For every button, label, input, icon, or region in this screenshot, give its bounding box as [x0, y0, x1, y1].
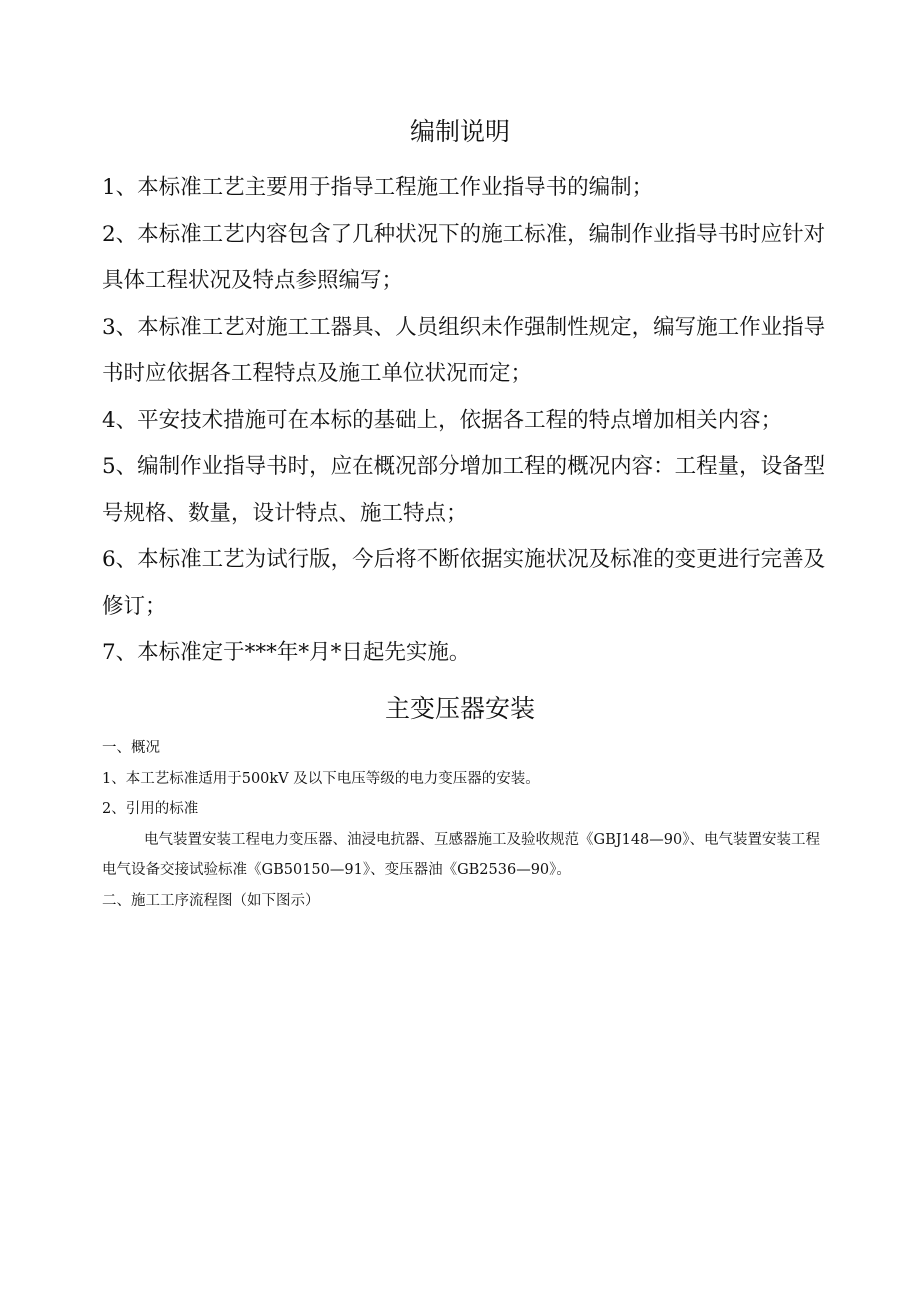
note-item-1: 1、本标准工艺主要用于指导工程施工作业指导书的编制； — [102, 175, 654, 200]
note-item-6: 6、本标准工艺为试行版，今后将不断依据实施状况及标准的变更进行完善及修订； — [102, 547, 826, 619]
transformer-section-body — [102, 733, 820, 916]
note-item-2: 2、本标准工艺内容包含了几种状况下的施工标准，编制作业指导书时应针对具体工程状况及特点参照编写； — [102, 221, 826, 293]
note-item-3: 3、本标准工艺对施工工器具、人员组织未作强制性规定，编写施工作业指导书时应依据各工程特点及施工单位状况而定； — [102, 314, 826, 386]
note-item-5: 5、编制作业指导书时，应在概况部分增加工程的概况内容：工程量，设备型号规格、数量，设计特点、施工特点； — [102, 454, 826, 526]
compilation-notes-title: 编制说明 — [409, 117, 510, 146]
flowchart-heading: 二、施工工序流程图（如下图示） — [102, 892, 320, 909]
references-paragraph: 电气装置安装工程电力变压器、油浸电抗器、互感器施工及验收规范《GBJ148—90》、电气装置安装工程电气设备交接试验标准《GB50150—91》、变压器油《GB2536—90》。 — [102, 831, 820, 878]
scope-paragraph: 1、本工艺标准适用于500kV 及以下电压等级的电力变压器的安装。 — [102, 770, 540, 787]
note-item-7: 7、本标准定于***年*月*日起先实施。 — [102, 640, 471, 665]
transformer-installation-title: 主变压器安装 — [384, 694, 535, 723]
note-item-4: 4、平安技术措施可在本标的基础上，依据各工程的特点增加相关内容； — [102, 407, 783, 433]
compilation-notes-list — [102, 165, 842, 677]
overview-heading: 一、概况 — [102, 740, 160, 756]
references-heading: 2、引用的标准 — [102, 801, 199, 817]
